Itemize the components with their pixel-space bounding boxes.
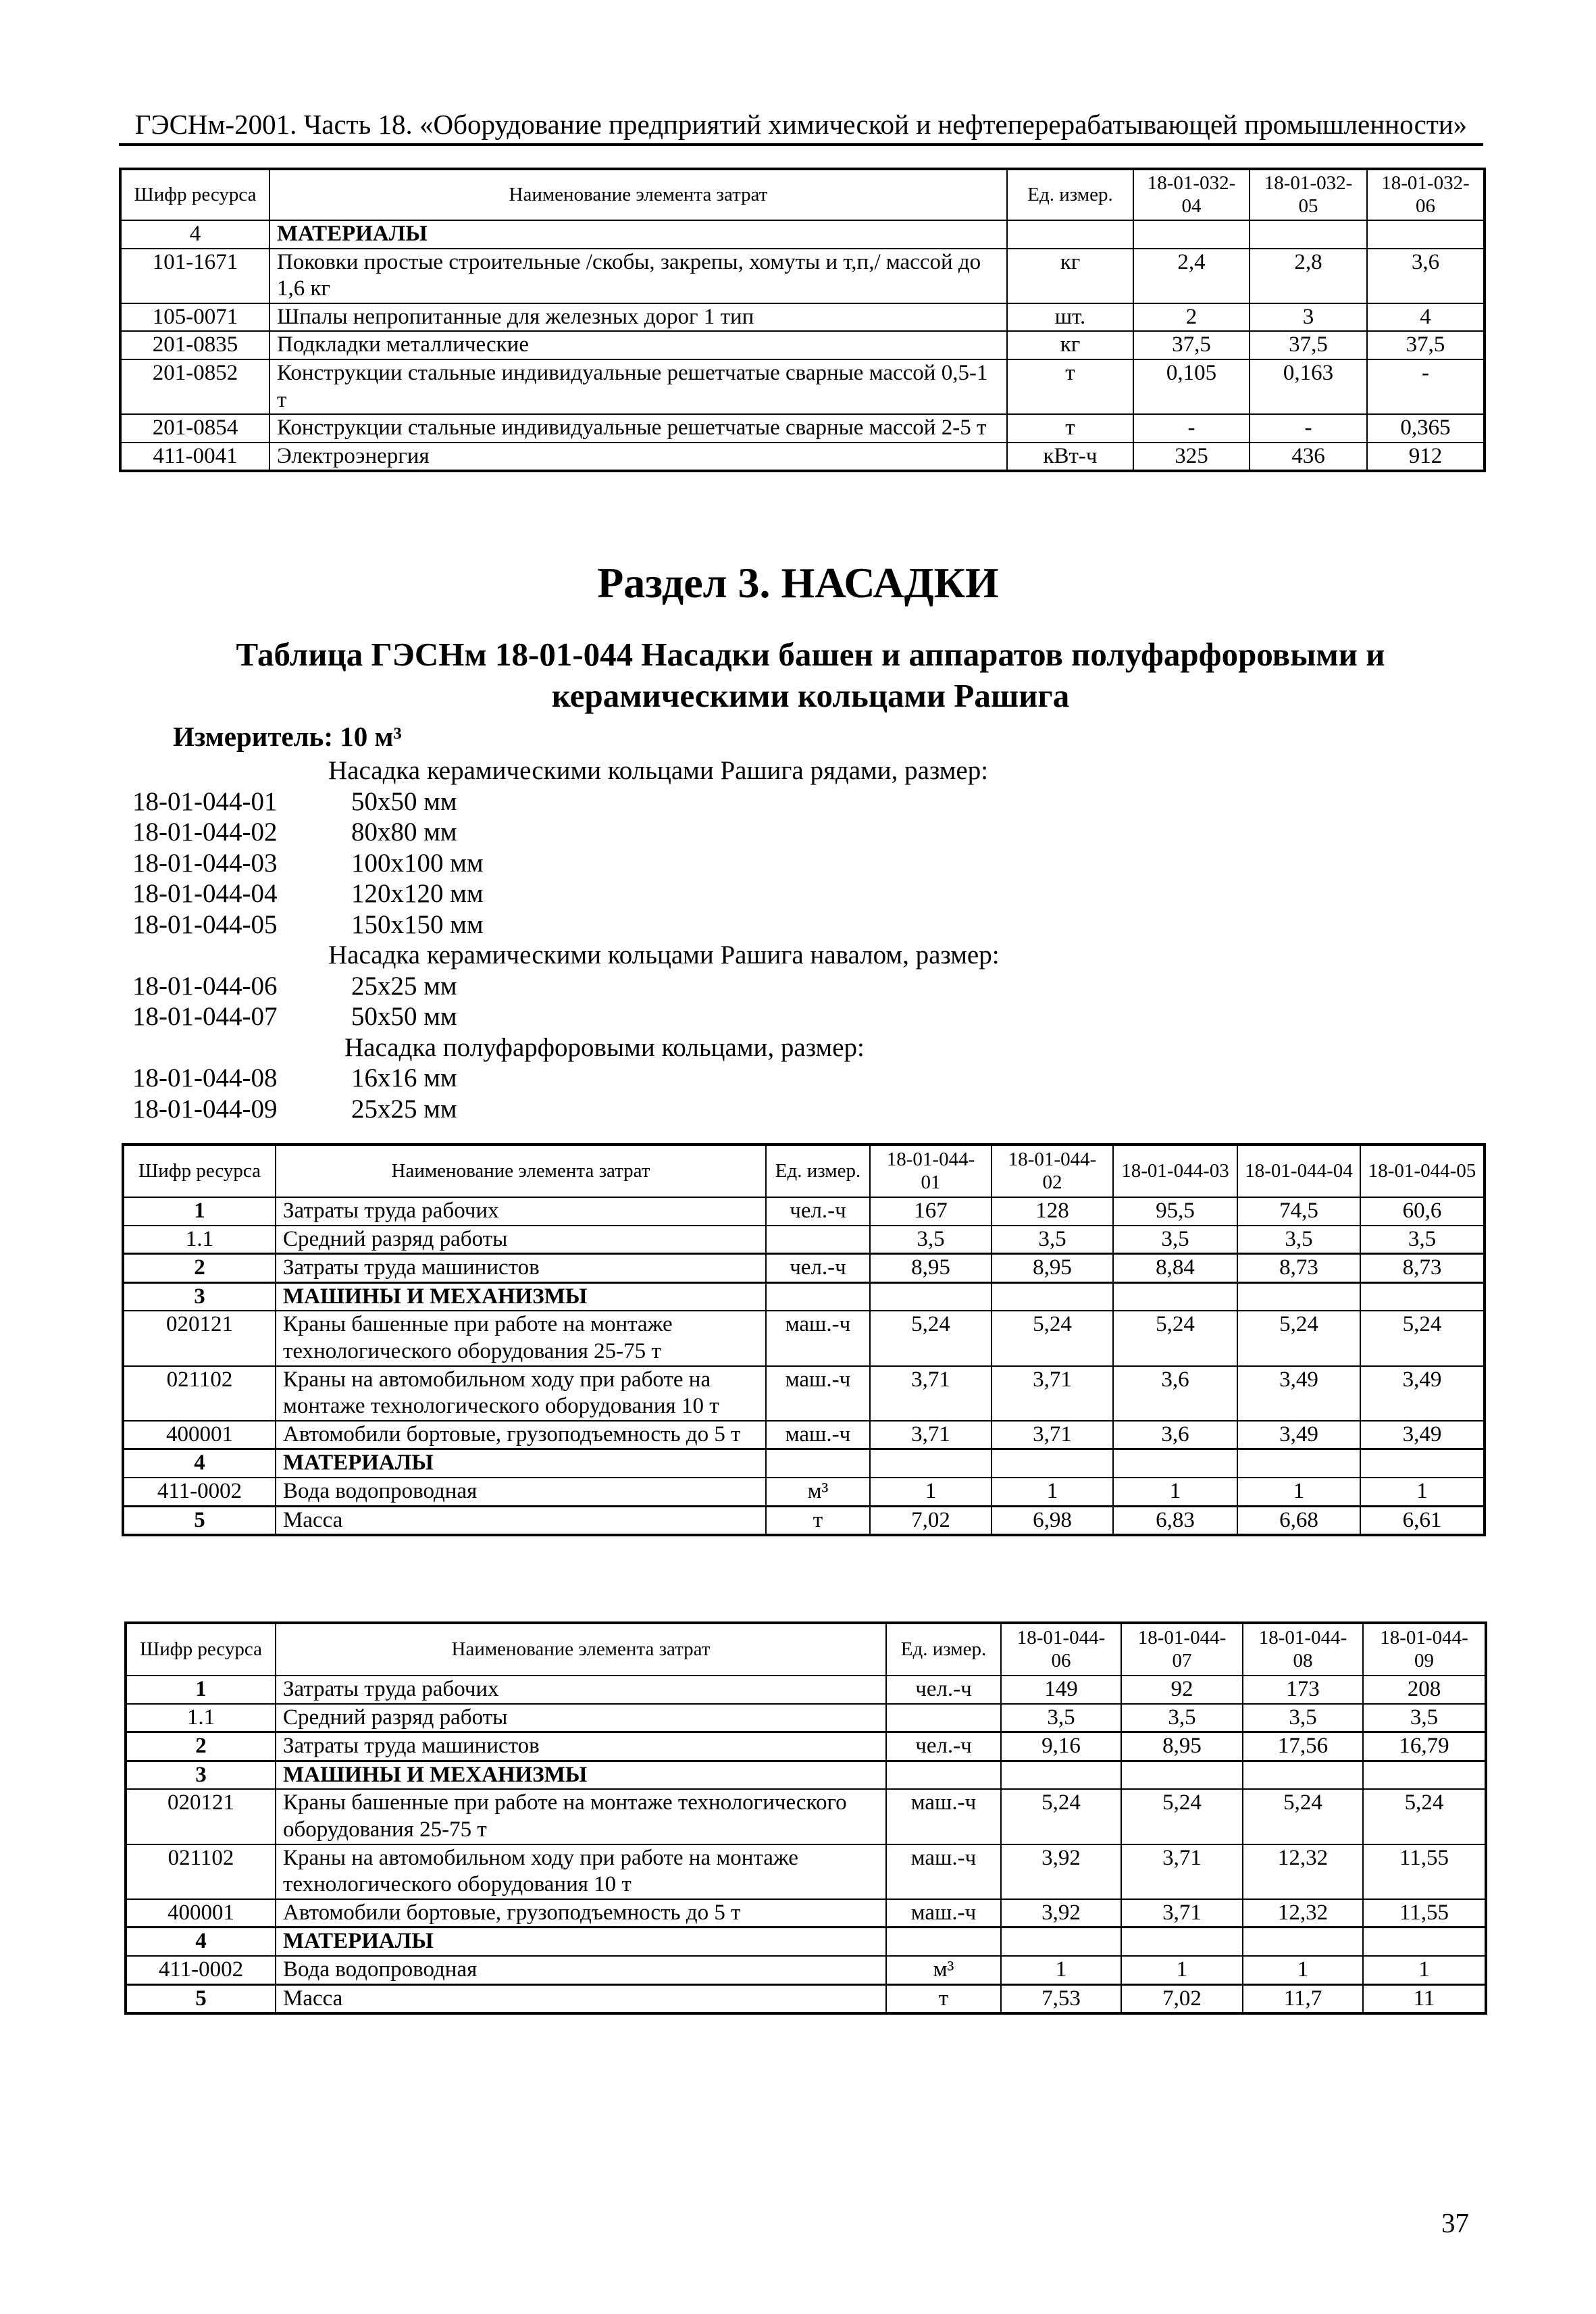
unit — [766, 1449, 870, 1478]
spec-size: 50х50 мм — [351, 1002, 457, 1031]
norm-value — [1133, 220, 1250, 249]
col-header-norm: 18-01-044-09 — [1363, 1623, 1486, 1676]
spec-size: 100х100 мм — [351, 848, 484, 878]
norm-value: 4 — [1367, 303, 1485, 332]
norm-value: 3,6 — [1367, 249, 1485, 303]
col-header-norm: 18-01-044-06 — [1001, 1623, 1121, 1676]
spec-code: 18-01-044-06 — [132, 971, 278, 1001]
norm-value: 5,24 — [1001, 1789, 1121, 1844]
spec-size: 25х25 мм — [351, 1094, 457, 1124]
norm-value: 2 — [1133, 303, 1250, 332]
resource-name: Средний разряд работы — [276, 1704, 886, 1732]
norm-value: 173 — [1243, 1676, 1363, 1704]
resource-code: 5 — [123, 1506, 276, 1535]
norm-value: 1 — [1243, 1956, 1363, 1984]
norm-value — [992, 1282, 1113, 1311]
unit: кг — [1007, 249, 1133, 303]
resource-code: 1 — [123, 1197, 276, 1226]
running-header: ГЭСНм-2001. Часть 18. «Оборудование предприятий химической и нефтеперерабатывающей промышленности» — [134, 109, 1468, 140]
norm-value: 12,32 — [1243, 1844, 1363, 1899]
norm-value: 3,71 — [992, 1421, 1113, 1449]
unit — [886, 1704, 1001, 1732]
table-row — [126, 1956, 1486, 1984]
norm-value — [1360, 1449, 1485, 1478]
table-row — [126, 1899, 1486, 1928]
table-row — [126, 1844, 1486, 1899]
norm-value: 11,7 — [1243, 1984, 1363, 2013]
table-row — [123, 1506, 1485, 1535]
spec-size: 120х120 мм — [351, 879, 484, 908]
norm-value: 0,365 — [1367, 414, 1485, 443]
norm-value — [870, 1449, 992, 1478]
norm-value: 3,5 — [1363, 1704, 1486, 1732]
norm-value: 37,5 — [1250, 331, 1367, 359]
col-header-norm: 18-01-032-04 — [1133, 169, 1250, 220]
norm-value: 3,5 — [1121, 1704, 1243, 1732]
resource-code: 4 — [120, 220, 269, 249]
norm-value: 0,105 — [1133, 359, 1250, 414]
norm-value — [1363, 1928, 1486, 1956]
norm-value: 16,79 — [1363, 1732, 1486, 1761]
col-header-norm: 18-01-044-04 — [1237, 1145, 1360, 1197]
norm-value: 7,02 — [870, 1506, 992, 1535]
unit — [886, 1761, 1001, 1789]
resource-name: Подкладки металлические — [269, 331, 1007, 359]
norm-value: 3,5 — [992, 1226, 1113, 1254]
resource-code: 101-1671 — [120, 249, 269, 303]
resource-name: Вода водопроводная — [276, 1956, 886, 1984]
norm-value: 325 — [1133, 443, 1250, 472]
resource-code: 1.1 — [126, 1704, 276, 1732]
table-row — [126, 1789, 1486, 1844]
norm-value: 1 — [1121, 1956, 1243, 1984]
resource-code: 4 — [126, 1928, 276, 1956]
col-header-norm: 18-01-032-06 — [1367, 169, 1485, 220]
resource-code: 411-0002 — [126, 1956, 276, 1984]
norm-value: 3,49 — [1237, 1366, 1360, 1421]
table-row — [120, 414, 1485, 443]
norm-value: 436 — [1250, 443, 1367, 472]
norm-value: 8,95 — [870, 1254, 992, 1283]
norm-value: 5,24 — [1113, 1311, 1237, 1365]
norm-value — [1237, 1449, 1360, 1478]
col-header-norm: 18-01-044-02 — [992, 1145, 1113, 1197]
unit: чел.-ч — [766, 1254, 870, 1283]
norm-value: 7,53 — [1001, 1984, 1121, 2013]
col-header-code: Шифр ресурса — [120, 169, 269, 220]
spec-code: 18-01-044-03 — [132, 848, 278, 878]
col-header-unit: Ед. измер. — [1007, 169, 1133, 220]
norm-value: 3,49 — [1237, 1421, 1360, 1449]
resource-name: Затраты труда рабочих — [276, 1676, 886, 1704]
norm-value — [1367, 220, 1485, 249]
norm-value: 167 — [870, 1197, 992, 1226]
norm-value: 3,5 — [1113, 1226, 1237, 1254]
norm-value: 3,71 — [870, 1421, 992, 1449]
norm-value: 3,5 — [1360, 1226, 1485, 1254]
unit: т — [886, 1984, 1001, 2013]
resource-name: Краны башенные при работе на монтаже технологического оборудования 25-75 т — [276, 1311, 766, 1365]
col-header-norm: 18-01-044-01 — [870, 1145, 992, 1197]
resource-code: 411-0041 — [120, 443, 269, 472]
table-row — [123, 1421, 1485, 1449]
table-row — [126, 1761, 1486, 1789]
norm-value: 8,95 — [992, 1254, 1113, 1283]
norm-value: 5,24 — [1237, 1311, 1360, 1365]
norm-value: 8,73 — [1360, 1254, 1485, 1283]
norm-value: 1 — [1113, 1478, 1237, 1506]
resource-name: Затраты труда машинистов — [276, 1732, 886, 1761]
norm-value: 5,24 — [992, 1311, 1113, 1365]
norm-value: 3,92 — [1001, 1844, 1121, 1899]
resource-code: 400001 — [123, 1421, 276, 1449]
table-row — [126, 1984, 1486, 2013]
norm-value — [1243, 1928, 1363, 1956]
table-row — [120, 359, 1485, 414]
resource-code: 2 — [123, 1254, 276, 1283]
norm-value — [992, 1449, 1113, 1478]
table-row — [123, 1226, 1485, 1254]
table-row — [120, 220, 1485, 249]
spec-size: 50х50 мм — [351, 786, 457, 816]
resource-code: 105-0071 — [120, 303, 269, 332]
unit: м³ — [886, 1956, 1001, 1984]
norm-value — [1113, 1282, 1237, 1311]
resource-name: Краны на автомобильном ходу при работе на монтаже технологического оборудования 10 т — [276, 1844, 886, 1899]
unit: маш.-ч — [766, 1311, 870, 1365]
norm-value — [1360, 1282, 1485, 1311]
norm-value: 3,71 — [870, 1366, 992, 1421]
norm-value: - — [1367, 359, 1485, 414]
page-number: 37 — [1441, 2207, 1469, 2238]
col-header-norm: 18-01-044-07 — [1121, 1623, 1243, 1676]
resource-code: 201-0835 — [120, 331, 269, 359]
table-row — [120, 443, 1485, 472]
col-header-unit: Ед. измер. — [886, 1623, 1001, 1676]
table-row — [123, 1449, 1485, 1478]
norm-value: 3,6 — [1113, 1366, 1237, 1421]
norm-value: 3,5 — [1243, 1704, 1363, 1732]
resource-code: 201-0852 — [120, 359, 269, 414]
table-top-body — [120, 220, 1485, 471]
norm-value: 5,24 — [1363, 1789, 1486, 1844]
unit: чел.-ч — [886, 1732, 1001, 1761]
norm-value: 17,56 — [1243, 1732, 1363, 1761]
norm-value: 5,24 — [1243, 1789, 1363, 1844]
col-header-name: Наименование элемента затрат — [269, 169, 1007, 220]
resource-name: Поковки простые строительные /скобы, закрепы, хомуты и т,п,/ массой до 1,6 кг — [269, 249, 1007, 303]
unit: шт. — [1007, 303, 1133, 332]
resource-name: Затраты труда машинистов — [276, 1254, 766, 1283]
resource-name: Краны на автомобильном ходу при работе на монтаже технологического оборудования 10 т — [276, 1366, 766, 1421]
spec-size: 80х80 мм — [351, 818, 457, 847]
table-row — [126, 1676, 1486, 1704]
norm-value: 8,95 — [1121, 1732, 1243, 1761]
table-row — [123, 1254, 1485, 1283]
norm-value: 9,16 — [1001, 1732, 1121, 1761]
table-b-body — [126, 1676, 1486, 2013]
spec-code: 18-01-044-09 — [132, 1094, 278, 1124]
norm-value: 3 — [1250, 303, 1367, 332]
spec-code: 18-01-044-01 — [132, 786, 278, 816]
unit: кВт-ч — [1007, 443, 1133, 472]
norm-value — [1121, 1761, 1243, 1789]
col-header-norm: 18-01-044-05 — [1360, 1145, 1485, 1197]
table-row — [123, 1282, 1485, 1311]
col-header-norm: 18-01-032-05 — [1250, 169, 1367, 220]
norm-value: 2,4 — [1133, 249, 1250, 303]
spec-code: 18-01-044-08 — [132, 1063, 278, 1092]
resource-name: МАШИНЫ И МЕХАНИЗМЫ — [276, 1282, 766, 1311]
table-row — [120, 331, 1485, 359]
norm-value: 1 — [1237, 1478, 1360, 1506]
table-top-materials — [119, 168, 1486, 472]
resource-name: Краны башенные при работе на монтаже технологического оборудования 25-75 т — [276, 1789, 886, 1844]
norm-value: 2,8 — [1250, 249, 1367, 303]
resource-name: Конструкции стальные индивидуальные решетчатые сварные массой 0,5-1 т — [269, 359, 1007, 414]
norm-value: 92 — [1121, 1676, 1243, 1704]
norm-value: 3,71 — [1121, 1844, 1243, 1899]
norm-table-title-line1: Таблица ГЭСНм 18-01-044 Насадки башен и аппаратов полуфарфоровыми и — [236, 636, 1385, 673]
resource-code: 021102 — [126, 1844, 276, 1899]
norm-value: 912 — [1367, 443, 1485, 472]
col-header-name: Наименование элемента затрат — [276, 1145, 766, 1197]
norm-value: 3,6 — [1113, 1421, 1237, 1449]
norm-table-title — [135, 634, 1486, 717]
norm-value — [1250, 220, 1367, 249]
resource-name: Масса — [276, 1984, 886, 2013]
spec-size: 150х150 мм — [351, 909, 484, 939]
table-row — [123, 1197, 1485, 1226]
unit — [766, 1282, 870, 1311]
norm-value: 11 — [1363, 1984, 1486, 2013]
norm-value: 3,5 — [1237, 1226, 1360, 1254]
resource-code: 1.1 — [123, 1226, 276, 1254]
resource-name: Затраты труда рабочих — [276, 1197, 766, 1226]
table-norms-01-05 — [122, 1143, 1486, 1536]
norm-value: 6,98 — [992, 1506, 1113, 1535]
header-rule — [119, 143, 1483, 146]
col-header-code: Шифр ресурса — [123, 1145, 276, 1197]
norm-value: 74,5 — [1237, 1197, 1360, 1226]
table-row — [123, 1311, 1485, 1365]
unit — [886, 1928, 1001, 1956]
resource-name: Шпалы непропитанные для железных дорог 1 тип — [269, 303, 1007, 332]
unit: маш.-ч — [766, 1421, 870, 1449]
unit: т — [766, 1506, 870, 1535]
resource-code: 400001 — [126, 1899, 276, 1928]
spec-size: 16х16 мм — [351, 1063, 457, 1092]
norm-value: 5,24 — [1121, 1789, 1243, 1844]
table-a-body — [123, 1197, 1485, 1535]
table-norms-06-09 — [124, 1621, 1487, 2015]
col-header-name: Наименование элемента затрат — [276, 1623, 886, 1676]
table-row — [120, 249, 1485, 303]
col-header-unit: Ед. измер. — [766, 1145, 870, 1197]
resource-code: 1 — [126, 1676, 276, 1704]
norm-table-title-line2: керамическими кольцами Рашига — [551, 677, 1070, 715]
table-row — [126, 1732, 1486, 1761]
resource-name: МАТЕРИАЛЫ — [276, 1449, 766, 1478]
norm-value: 37,5 — [1133, 331, 1250, 359]
norm-value: 1 — [1001, 1956, 1121, 1984]
norm-value: - — [1133, 414, 1250, 443]
unit: т — [1007, 414, 1133, 443]
unit: кг — [1007, 331, 1133, 359]
resource-name: Масса — [276, 1506, 766, 1535]
resource-code: 3 — [123, 1282, 276, 1311]
resource-name: Вода водопроводная — [276, 1478, 766, 1506]
unit: т — [1007, 359, 1133, 414]
norm-value — [1121, 1928, 1243, 1956]
resource-code: 2 — [126, 1732, 276, 1761]
col-header-code: Шифр ресурса — [126, 1623, 276, 1676]
norm-value — [870, 1282, 992, 1311]
norm-value: 12,32 — [1243, 1899, 1363, 1928]
unit: маш.-ч — [766, 1366, 870, 1421]
spec-group-heading: Насадка полуфарфоровыми кольцами, размер: — [344, 1032, 865, 1062]
unit: маш.-ч — [886, 1899, 1001, 1928]
resource-code: 4 — [123, 1449, 276, 1478]
norm-value — [1237, 1282, 1360, 1311]
norm-value — [1243, 1761, 1363, 1789]
spec-code: 18-01-044-04 — [132, 879, 278, 908]
unit — [1007, 220, 1133, 249]
table-row — [120, 303, 1485, 332]
norm-value: 1 — [870, 1478, 992, 1506]
resource-name: Средний разряд работы — [276, 1226, 766, 1254]
resource-name: Конструкции стальные индивидуальные решетчатые сварные массой 2-5 т — [269, 414, 1007, 443]
table-row — [126, 1704, 1486, 1732]
resource-code: 411-0002 — [123, 1478, 276, 1506]
norm-value: 3,71 — [992, 1366, 1113, 1421]
resource-name: МАТЕРИАЛЫ — [276, 1928, 886, 1956]
norm-value: 11,55 — [1363, 1844, 1486, 1899]
norm-value: 3,5 — [1001, 1704, 1121, 1732]
norm-value: 3,92 — [1001, 1899, 1121, 1928]
col-header-norm: 18-01-044-08 — [1243, 1623, 1363, 1676]
resource-name: Автомобили бортовые, грузоподъемность до 5 т — [276, 1899, 886, 1928]
norm-value: 6,83 — [1113, 1506, 1237, 1535]
spec-list — [132, 755, 1000, 1124]
norm-value: 3,49 — [1360, 1421, 1485, 1449]
norm-value: 3,71 — [1121, 1899, 1243, 1928]
norm-value — [1001, 1928, 1121, 1956]
table-row — [123, 1478, 1485, 1506]
resource-code: 020121 — [123, 1311, 276, 1365]
spec-group-heading: Насадка керамическими кольцами Рашига навалом, размер: — [328, 940, 1000, 970]
norm-value: 7,02 — [1121, 1984, 1243, 2013]
resource-name: МАШИНЫ И МЕХАНИЗМЫ — [276, 1761, 886, 1789]
norm-value: 6,68 — [1237, 1506, 1360, 1535]
resource-code: 021102 — [123, 1366, 276, 1421]
spec-code: 18-01-044-07 — [132, 1002, 278, 1031]
section-title: Раздел 3. НАСАДКИ — [597, 559, 999, 607]
norm-value: 3,49 — [1360, 1366, 1485, 1421]
spec-group-heading: Насадка керамическими кольцами Рашига рядами, размер: — [328, 756, 989, 785]
norm-value — [1363, 1761, 1486, 1789]
unit: маш.-ч — [886, 1789, 1001, 1844]
norm-value: 208 — [1363, 1676, 1486, 1704]
norm-value: 1 — [992, 1478, 1113, 1506]
resource-name: Автомобили бортовые, грузоподъемность до 5 т — [276, 1421, 766, 1449]
resource-code: 020121 — [126, 1789, 276, 1844]
spec-code: 18-01-044-02 — [132, 818, 278, 847]
norm-value — [1001, 1761, 1121, 1789]
measurer: Измеритель: 10 м³ — [173, 721, 402, 752]
resource-name: Электроэнергия — [269, 443, 1007, 472]
unit: чел.-ч — [766, 1197, 870, 1226]
norm-value: 3,5 — [870, 1226, 992, 1254]
resource-code: 5 — [126, 1984, 276, 2013]
table-row — [123, 1366, 1485, 1421]
norm-value — [1113, 1449, 1237, 1478]
spec-code: 18-01-044-05 — [132, 909, 278, 939]
norm-value: 5,24 — [1360, 1311, 1485, 1365]
spec-size: 25х25 мм — [351, 971, 457, 1001]
norm-value: 95,5 — [1113, 1197, 1237, 1226]
norm-value: 1 — [1360, 1478, 1485, 1506]
norm-value: 0,163 — [1250, 359, 1367, 414]
norm-value: 11,55 — [1363, 1899, 1486, 1928]
unit — [766, 1226, 870, 1254]
table-row — [126, 1928, 1486, 1956]
col-header-norm: 18-01-044-03 — [1113, 1145, 1237, 1197]
resource-code: 3 — [126, 1761, 276, 1789]
norm-value: - — [1250, 414, 1367, 443]
norm-value: 149 — [1001, 1676, 1121, 1704]
norm-value: 128 — [992, 1197, 1113, 1226]
unit: чел.-ч — [886, 1676, 1001, 1704]
resource-code: 201-0854 — [120, 414, 269, 443]
resource-name: МАТЕРИАЛЫ — [269, 220, 1007, 249]
unit: м³ — [766, 1478, 870, 1506]
norm-value: 5,24 — [870, 1311, 992, 1365]
norm-value: 8,84 — [1113, 1254, 1237, 1283]
norm-value: 60,6 — [1360, 1197, 1485, 1226]
norm-value: 1 — [1363, 1956, 1486, 1984]
norm-value: 37,5 — [1367, 331, 1485, 359]
unit: маш.-ч — [886, 1844, 1001, 1899]
norm-value: 6,61 — [1360, 1506, 1485, 1535]
norm-value: 8,73 — [1237, 1254, 1360, 1283]
